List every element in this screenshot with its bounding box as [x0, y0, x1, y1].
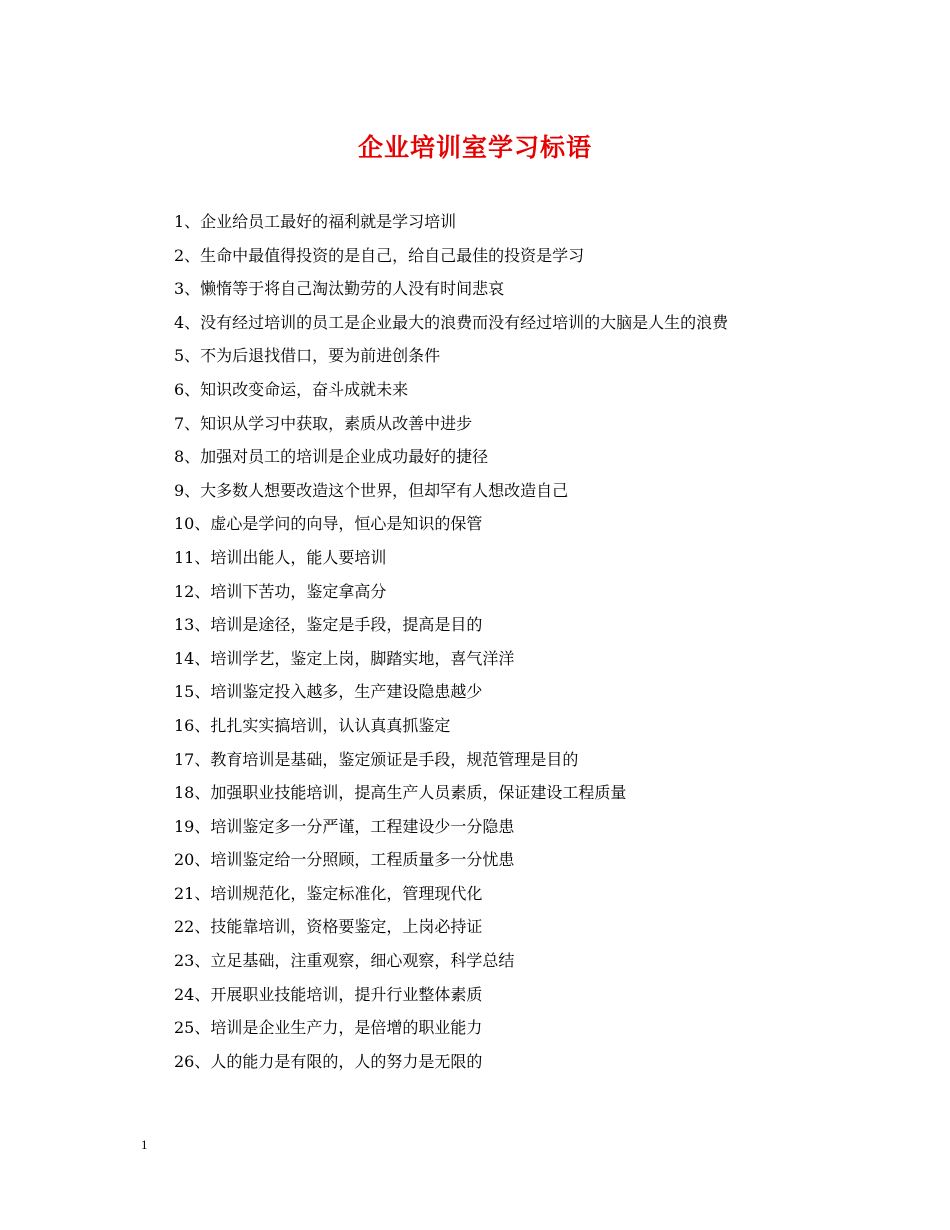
page-number: 1 — [141, 1137, 148, 1152]
list-item: 1、企业给员工最好的福利就是学习培训 — [174, 212, 457, 231]
slogan-list — [142, 205, 824, 1078]
document-title: 企业培训室学习标语 — [357, 133, 592, 162]
list-item: 11、培训出能人，能人要培训 — [174, 547, 387, 567]
list-item: 26、人的能力是有限的，人的努力是无限的 — [174, 1051, 483, 1071]
list-item: 2、生命中最值得投资的是自己，给自己最佳的投资是学习 — [174, 245, 585, 265]
list-item: 18、加强职业技能培训，提高生产人员素质，保证建设工程质量 — [174, 783, 627, 803]
list-item: 21、培训规范化，鉴定标准化，管理现代化 — [174, 883, 483, 903]
list-item: 4、没有经过培训的员工是企业最大的浪费而没有经过培训的大脑是人生的浪费 — [174, 312, 729, 332]
list-item: 19、培训鉴定多一分严谨，工程建设少一分隐患 — [174, 816, 515, 836]
list-item: 20、培训鉴定给一分照顾，工程质量多一分忧患 — [174, 850, 515, 870]
list-item: 24、开展职业技能培训，提升行业整体素质 — [174, 984, 483, 1004]
list-item: 8、加强对员工的培训是企业成功最好的捷径 — [174, 447, 489, 467]
list-item: 6、知识改变命运，奋斗成就未来 — [174, 379, 409, 399]
list-item: 10、虚心是学问的向导，恒心是知识的保管 — [174, 514, 483, 534]
list-item: 9、大多数人想要改造这个世界，但却罕有人想改造自己 — [174, 480, 569, 500]
list-item: 12、培训下苦功，鉴定拿高分 — [174, 581, 387, 601]
list-item: 15、培训鉴定投入越多，生产建设隐患越少 — [174, 682, 483, 702]
list-item: 14、培训学艺，鉴定上岗，脚踏实地，喜气洋洋 — [174, 648, 515, 668]
list-item: 23、立足基础，注重观察，细心观察，科学总结 — [174, 951, 515, 971]
list-item: 17、教育培训是基础，鉴定颁证是手段，规范管理是目的 — [174, 749, 579, 769]
list-item: 3、懒惰等于将自己淘汰勤劳的人没有时间悲哀 — [174, 279, 505, 299]
list-item: 16、扎扎实实搞培训，认认真真抓鉴定 — [174, 715, 451, 735]
list-item: 22、技能靠培训，资格要鉴定，上岗必持证 — [174, 917, 483, 937]
list-item: 7、知识从学习中获取，素质从改善中进步 — [174, 413, 473, 433]
list-item: 5、不为后退找借口，要为前进创条件 — [174, 346, 441, 366]
list-item: 25、培训是企业生产力，是倍增的职业能力 — [174, 1018, 483, 1038]
list-item: 13、培训是途径，鉴定是手段，提高是目的 — [174, 615, 483, 635]
